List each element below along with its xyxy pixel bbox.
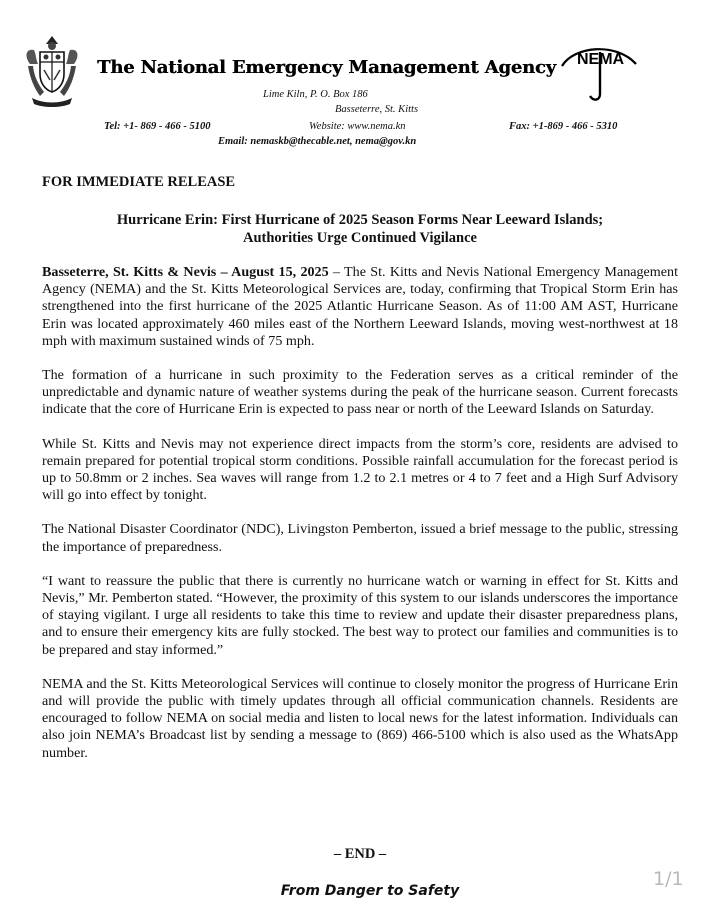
nema-logo-text: NEMA: [577, 51, 625, 68]
paragraph-2: The formation of a hurricane in such proximity to the Federation serves as a critical reminder of the unpredictable and dynamic nature of weather systems during the peak of the hurricane season. Current forecasts indicate that the core of Hurricane Erin is expected to pass near or north of the Leeward Islands on Saturday.: [42, 367, 678, 418]
paragraph-1: [42, 264, 678, 350]
email: Email: nemaskb@thecable.net, nema@gov.kn: [218, 136, 417, 147]
address-line-1: Lime Kiln, P. O. Box 186: [263, 89, 368, 100]
release-body: [42, 264, 678, 779]
nema-umbrella-logo-icon: [560, 42, 640, 106]
end-marker: – END –: [333, 846, 387, 862]
dateline: Basseterre, St. Kitts & Nevis – August 15, 2025: [42, 264, 329, 280]
website: Website: www.nema.kn: [309, 121, 406, 132]
paragraph-4: The National Disaster Coordinator (NDC), Livingston Pemberton, issued a brief message to the public, stressing the importance of preparedness.: [42, 521, 678, 555]
paragraph-1-text: – The St. Kitts and Nevis National Emergency Management Agency (NEMA) and the St. Kitts Meteorological Services are, today, confirming that Tropical Storm Erin has strengthened into the first hurricane of the 2025 Atlantic Hurricane Season. As of 11:00 AM AST, Hurricane Erin was located approximately 460 miles east of the Northern Leeward Islands, moving west-northwest at 18 mph with maximum sustained winds of 75 mph.: [42, 264, 678, 349]
headline-line-1: Hurricane Erin: First Hurricane of 2025 Season Forms Near Leeward Islands;: [116, 212, 604, 228]
page-indicator: 1/1: [653, 868, 684, 890]
paragraph-3: While St. Kitts and Nevis may not experience direct impacts from the storm’s core, residents are advised to remain prepared for potential tropical storm conditions. Possible rainfall accumulation for the forecast period is up to 50.8mm or 2 inches. Sea waves will range from 1.2 to 2.1 metres or 4 to 7 feet and a High Surf Advisory will go into effect by tonight.: [42, 435, 678, 504]
agency-name: The National Emergency Management Agency: [97, 57, 556, 78]
paragraph-6: NEMA and the St. Kitts Meteorological Services will continue to closely monitor the progress of Hurricane Erin and will provide the public with timely updates through all official communication channels. Residents are encouraged to follow NEMA on social media and listen to local news for the latest information. Individuals can also join NEMA’s Broadcast list by sending a message to (869) 466-5100 which is also used as the WhatsApp number.: [42, 675, 678, 761]
fax: Fax: +1-869 - 466 - 5310: [509, 121, 618, 132]
paragraph-5: “I want to reassure the public that there is currently no hurricane watch or warning in effect for St. Kitts and Nevis,” Mr. Pemberton stated. “However, the proximity of this system to our islands underscores the importance of staying vigilant. I urge all residents to take this time to review and update their disaster preparedness plans, and to ensure their emergency kits are fully stocked. The best way to protect our families and communities is to be prepared and stay informed.”: [42, 572, 678, 658]
headline: [42, 211, 678, 247]
coat-of-arms-icon: [20, 34, 84, 108]
release-label: FOR IMMEDIATE RELEASE: [42, 174, 236, 190]
address-line-2: Basseterre, St. Kitts: [335, 104, 419, 115]
telephone: Tel: +1- 869 - 466 - 5100: [104, 121, 211, 132]
headline-line-2: Authorities Urge Continued Vigilance: [242, 230, 477, 246]
motto: From Danger to Safety: [280, 883, 460, 899]
